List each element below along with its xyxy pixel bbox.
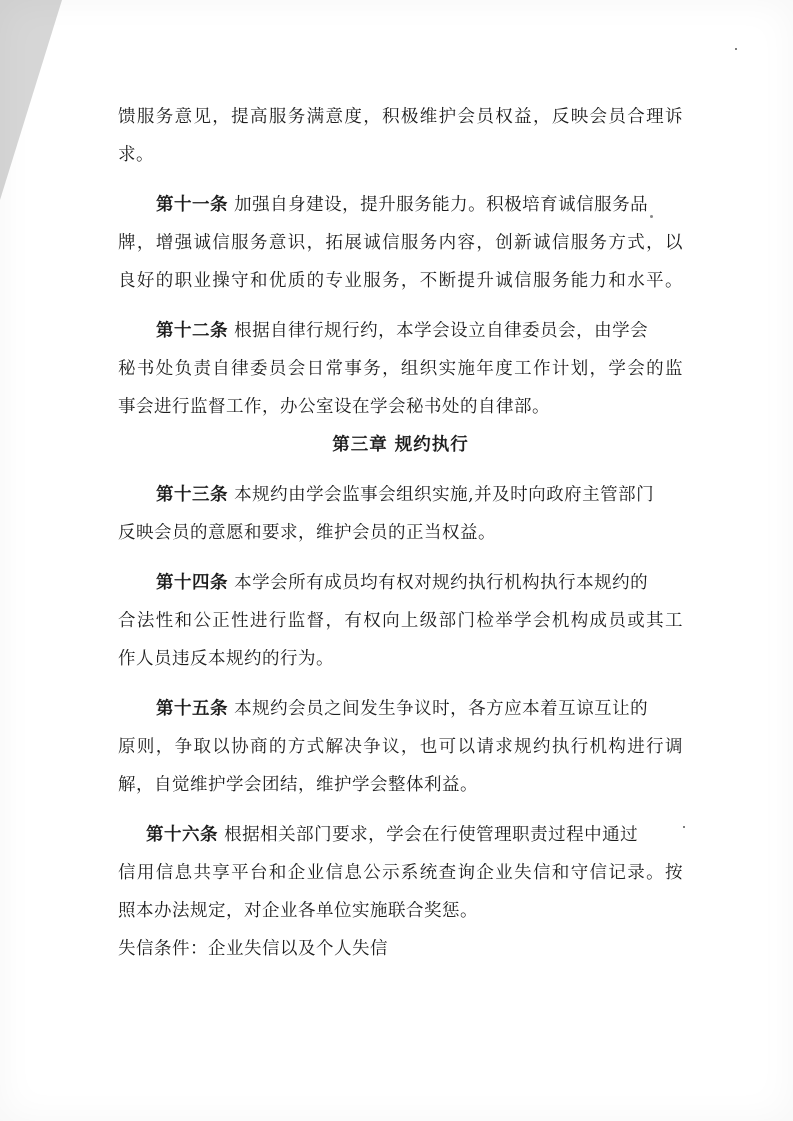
article-heading: 第十六条	[146, 825, 218, 845]
body-line: 信用信息共享平台和企业信息公示系统查询企业失信和守信记录。按	[118, 863, 683, 883]
body-line: 合法性和公正性进行监督，有权向上级部门检举学会机构成员或其工	[118, 611, 683, 631]
body-line: 作人员违反本规约的行为。	[118, 649, 334, 669]
article-text: 根据自律行规行约，本学会设立自律委员会，由学会	[234, 321, 649, 341]
article-13	[118, 476, 683, 514]
scan-speck	[735, 48, 737, 50]
body-line: 秘书处负责自律委员会日常事务，组织实施年度工作计划，学会的监	[118, 359, 683, 379]
body-line: 事会进行监督工作，办公室设在学会秘书处的自律部。	[118, 397, 550, 417]
article-heading: 第十二条	[156, 321, 228, 341]
article-text: 加强自身建设，提升服务能力。积极培育诚信服务品	[234, 195, 649, 215]
article-text: 本学会所有成员均有权对规约执行机构执行本规约的	[234, 573, 649, 593]
article-16	[118, 816, 683, 854]
article-12	[118, 312, 683, 350]
article-11	[118, 186, 683, 224]
article-text: 本规约会员之间发生争议时，各方应本着互谅互让的	[234, 699, 649, 719]
body-line: 照本办法规定，对企业各单位实施联合奖惩。	[118, 901, 478, 921]
article-text: 根据相关部门要求，学会在行使管理职责过程中通过	[224, 825, 639, 845]
document-page	[118, 98, 683, 968]
article-heading: 第十三条	[156, 485, 228, 505]
body-line: 失信条件：企业失信以及个人失信	[118, 939, 388, 959]
body-line: 求。	[118, 145, 154, 165]
article-heading: 第十四条	[156, 573, 228, 593]
body-line: 原则，争取以协商的方式解决争议，也可以请求规约执行机构进行调	[118, 737, 683, 757]
article-14	[118, 564, 683, 602]
article-heading: 第十五条	[156, 699, 228, 719]
body-line: 牌，增强诚信服务意识，拓展诚信服务内容，创新诚信服务方式，以	[118, 233, 683, 253]
body-line: 馈服务意见，提高服务满意度，积极维护会员权益，反映会员合理诉	[118, 107, 683, 127]
body-line: 反映会员的意愿和要求，维护会员的正当权益。	[118, 523, 496, 543]
article-heading: 第十一条	[156, 195, 228, 215]
body-line: 良好的职业操守和优质的专业服务，不断提升诚信服务能力和水平。	[118, 271, 683, 291]
scan-speck	[683, 826, 685, 828]
body-line: 解，自觉维护学会团结，维护学会整体利益。	[118, 775, 478, 795]
scan-shadow-corner	[0, 0, 62, 200]
article-text: 本规约由学会监事会组织实施,并及时向政府主管部门	[234, 485, 655, 505]
article-15	[118, 690, 683, 728]
chapter-title: 第三章 规约执行	[332, 435, 469, 455]
